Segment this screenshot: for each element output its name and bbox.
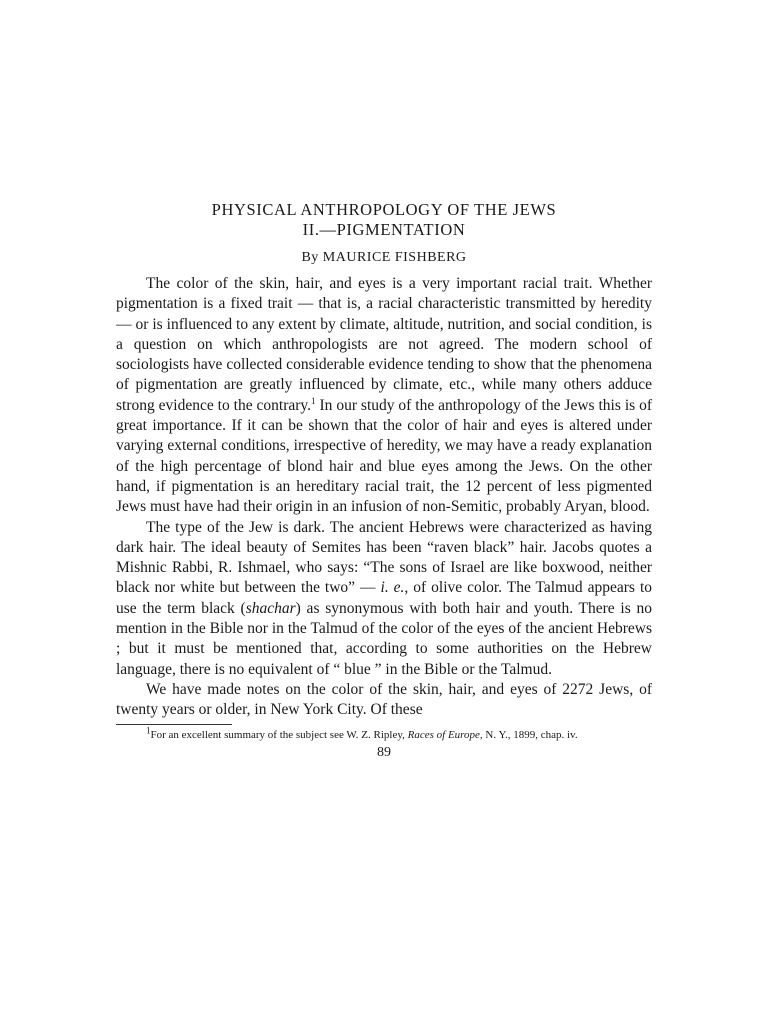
term-shachar: shachar [245, 599, 296, 617]
page-number: 89 [377, 744, 391, 760]
document-page [116, 200, 652, 761]
paragraph-2: The type of the Jew is dark. The ancient Hebrews were characterized as having dark hair. The ideal beauty of Semites has been “raven black” hair. Jacobs quotes a Mishnic Rabbi, R. Ishmael, who says: “The sons of Israel are like boxwood, neither black nor white but between the two” — i. e., of olive color. The Talmud appears to use the term black (shachar) as synonymous with both hair and youth. There is no mention in the Bible nor in the Talmud of the color of the eyes of the ancient Hebrews ; but it must be mentioned that, according to some authorities on the Hebrew language, there is no equivalent of “ blue ” in the Bible or the Talmud. [116, 518, 652, 678]
footnote-reference: 1 [311, 395, 316, 406]
footnote-marker: 1 [146, 724, 151, 735]
paragraph-1: The color of the skin, hair, and eyes is a very important racial trait. Whether pigmentation is a fixed trait — that is, a racial characteristic transmitted by heredity — or is influenced to any extent by climate, altitude, nutrition, and social condition, is a question on which anthropologists are not agreed. The modern school of sociologists have collected considerable evidence tending to show that the phenomena of pigmentation are greatly influenced by climate, etc., while many others adduce strong evidence to the contrary.$^1$ In our study of the anthropology of the Jews this is of great importance. If it can be shown that the color of hair and eyes is altered under varying external conditions, irrespective of heredity, we may have a ready explanation of the high percentage of blond hair and blue eyes among the Jews. On the other hand, if pigmentation is an hereditary racial trait, the 12 percent of less pigmented Jews must have had their origin in an infusion of non-Semitic, probably Aryan, blood. [116, 275, 652, 516]
footnote: $^1$For an excellent summary of the subject see W. Z. Ripley, Races of Europe, N. Y., 1899, chap. iv. [146, 724, 578, 741]
footnote-book-title: Races of Europe, [407, 728, 483, 741]
author-name: MAURICE FISHBERG [322, 250, 467, 265]
title-line-1: PHYSICAL ANTHROPOLOGY OF THE JEWS [211, 200, 557, 219]
byline [116, 248, 652, 268]
byline-prefix: By [301, 250, 319, 265]
paragraph-3: We have made notes on the color of the skin, hair, and eyes of 2272 Jews, of twenty years or older, in New York City. Of these [116, 680, 652, 719]
article-title [116, 200, 652, 240]
footnote-divider [116, 724, 232, 725]
title-line-2: II.—PIGMENTATION [302, 220, 466, 239]
article-body [116, 274, 652, 721]
